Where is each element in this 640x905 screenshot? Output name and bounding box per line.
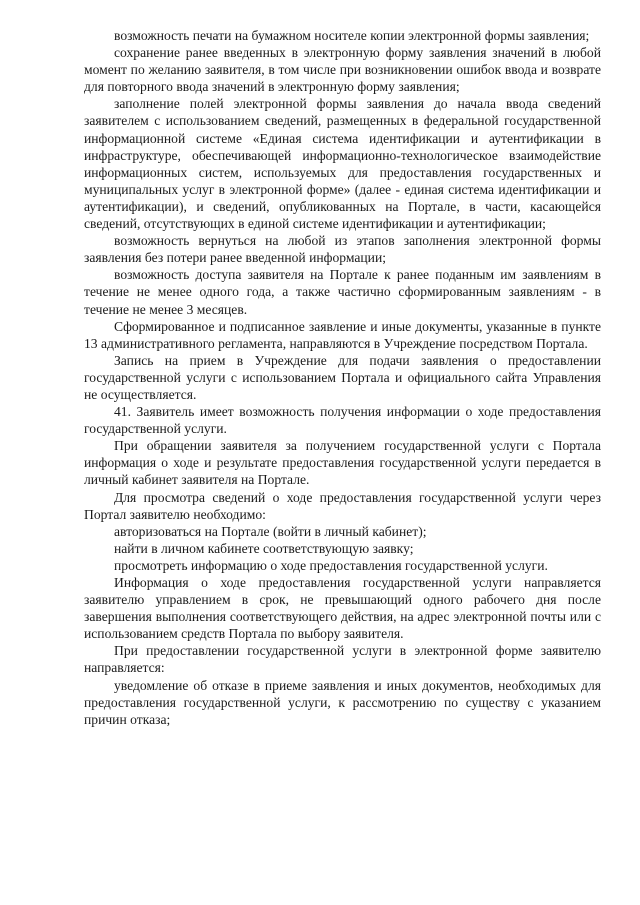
paragraph-appointment: Запись на прием в Учреждение для подачи заявления о предоставлении государственной услуги с использованием Портала и официального сайта Управления не осуществляется. bbox=[84, 352, 601, 402]
paragraph-item-41: 41. Заявитель имеет возможность получения информации о ходе предоставления государственной услуги. bbox=[84, 404, 601, 437]
paragraph-return-to-step: возможность вернуться на любой из этапов заполнения электронной формы заявления без потери ранее введенной информации; bbox=[84, 233, 601, 266]
paragraph-personal-cabinet: При обращении заявителя за получением государственной услуги с Портала информация о ходе и результате предоставления государственной услуги передается в личный кабинет заявителя на Портале. bbox=[84, 438, 601, 488]
paragraph-electronic-form: При предоставлении государственной услуги в электронной форме заявителю направляется: bbox=[84, 643, 601, 676]
paragraph-view-info: просмотреть информацию о ходе предоставления государственной услуги. bbox=[114, 557, 548, 573]
paragraph-authorize: авторизоваться на Портале (войти в личный кабинет); bbox=[114, 523, 427, 539]
paragraph-view-status: Для просмотра сведений о ходе предоставления государственной услуги через Портал заявителю необходимо: bbox=[84, 489, 601, 522]
paragraph-autofill-fields: заполнение полей электронной формы заявления до начала ввода сведений заявителем с использованием сведений, размещенных в федеральной государственной информационной системе «Единая система идентификации и аутентификации в инфраструктуре, обеспечивающей информационно-технологическое взаимодействие информационных систем, используемых для предоставления государственных и муниципальных услуг в электронной форме» (далее - единая система идентификации и аутентификации), и сведений, опубликованных на Портале, в части, касающейся сведений, отсутствующих в единой системе идентификации и аутентификации; bbox=[84, 96, 601, 232]
paragraph-access-previous: возможность доступа заявителя на Портале к ранее поданным им заявлениям в течение не менее одного года, а также частично сформированным заявлениям - в течение не менее 3 месяцев. bbox=[84, 267, 601, 317]
paragraph-print-copy: возможность печати на бумажном носителе копии электронной формы заявления; bbox=[114, 28, 590, 43]
paragraph-refusal-notice: уведомление об отказе в приеме заявления и иных документов, необходимых для предоставления государственной услуги, к рассмотрению по существу с указанием причин отказа; bbox=[84, 677, 601, 727]
paragraph-find-request: найти в личном кабинете соответствующую заявку; bbox=[114, 540, 414, 556]
paragraph-save-values: сохранение ранее введенных в электронную форму заявления значений в любой момент по желанию заявителя, в том числе при возникновении ошибок ввода и возврате для повторного ввода значений в электронную форму заявления; bbox=[84, 45, 601, 95]
paragraph-signed-application: Сформированное и подписанное заявление и иные документы, указанные в пункте 13 административного регламента, направляются в Учреждение посредством Портала. bbox=[84, 318, 601, 351]
document-page bbox=[84, 27, 601, 728]
paragraph-status-notification: Информация о ходе предоставления государственной услуги направляется заявителю управлением в срок, не превышающий одного рабочего дня после завершения выполнения соответствующего действия, на адрес электронной почты или с использованием средств Портала по выбору заявителя. bbox=[84, 575, 601, 642]
